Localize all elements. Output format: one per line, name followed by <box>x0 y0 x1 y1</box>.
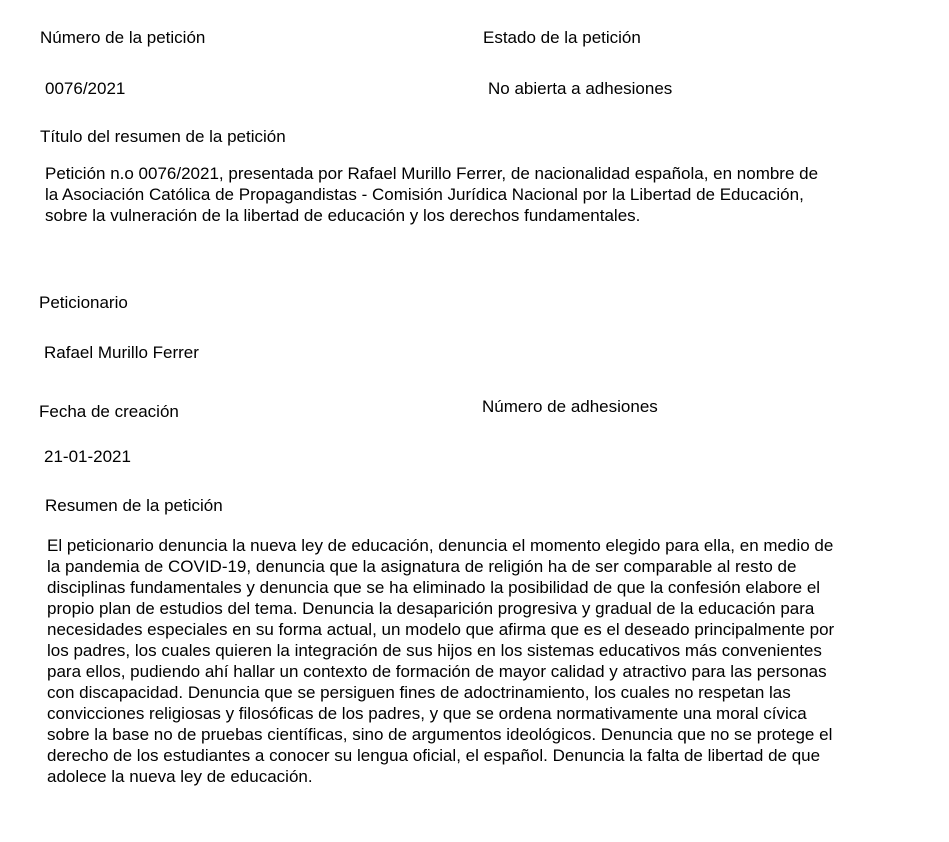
summary-text <box>47 535 834 787</box>
petitioner-label: Peticionario <box>39 293 128 312</box>
summary-line: propio plan de estudios del tema. Denuncia la desaparición progresiva y gradual de la educación para <box>47 599 815 618</box>
petition-status-label: Estado de la petición <box>483 28 641 47</box>
summary-title-line: la Asociación Católica de Propagandistas - Comisión Jurídica Nacional por la Libertad de Educación, <box>45 185 804 204</box>
petitioner-value: Rafael Murillo Ferrer <box>44 343 199 362</box>
creation-date-label: Fecha de creación <box>39 402 179 421</box>
summary-title-text <box>45 163 818 226</box>
petition-number-label: Número de la petición <box>40 28 206 47</box>
summary-line: sobre la base no de pruebas científicas, sino de argumentos ideológicos. Denuncia que no se protege el <box>47 725 833 744</box>
summary-line: los padres, los cuales quieren la integración de sus hijos en los sistemas educativos más convenientes <box>47 641 822 660</box>
adhesions-label: Número de adhesiones <box>482 397 658 416</box>
summary-line: derecho de los estudiantes a conocer su lengua oficial, el español. Denuncia la falta de libertad de que <box>47 746 821 765</box>
summary-line: para ellos, pudiendo ahí hallar un contexto de formación de mayor calidad y atractivo para las personas <box>47 662 827 681</box>
summary-line: disciplinas fundamentales y denuncia que se ha eliminado la posibilidad de que la confesión elabore el <box>47 578 821 597</box>
summary-line: convicciones religiosas y filosóficas de los padres, y que se ordena normativamente una moral cívica <box>47 704 807 723</box>
summary-line: adolece la nueva ley de educación. <box>47 767 313 786</box>
petition-status-value: No abierta a adhesiones <box>488 79 673 98</box>
summary-line: la pandemia de COVID-19, denuncia que la asignatura de religión ha de ser comparable al resto de <box>47 557 797 576</box>
summary-title-line: sobre la vulneración de la libertad de educación y los derechos fundamentales. <box>45 206 641 225</box>
summary-title-label: Título del resumen de la petición <box>40 127 286 146</box>
summary-line: con discapacidad. Denuncia que se persiguen fines de adoctrinamiento, los cuales no respetan las <box>47 683 791 702</box>
summary-title-line: Petición n.o 0076/2021, presentada por Rafael Murillo Ferrer, de nacionalidad española, en nombre de <box>45 164 819 183</box>
summary-line: necesidades especiales en su forma actual, un modelo que afirma que es el deseado principalmente por <box>47 620 835 639</box>
summary-line: El peticionario denuncia la nueva ley de educación, denuncia el momento elegido para ella, en medio de <box>47 536 834 555</box>
summary-label: Resumen de la petición <box>45 496 223 515</box>
creation-date-value: 21-01-2021 <box>44 447 131 466</box>
petition-number-value: 0076/2021 <box>45 79 126 98</box>
